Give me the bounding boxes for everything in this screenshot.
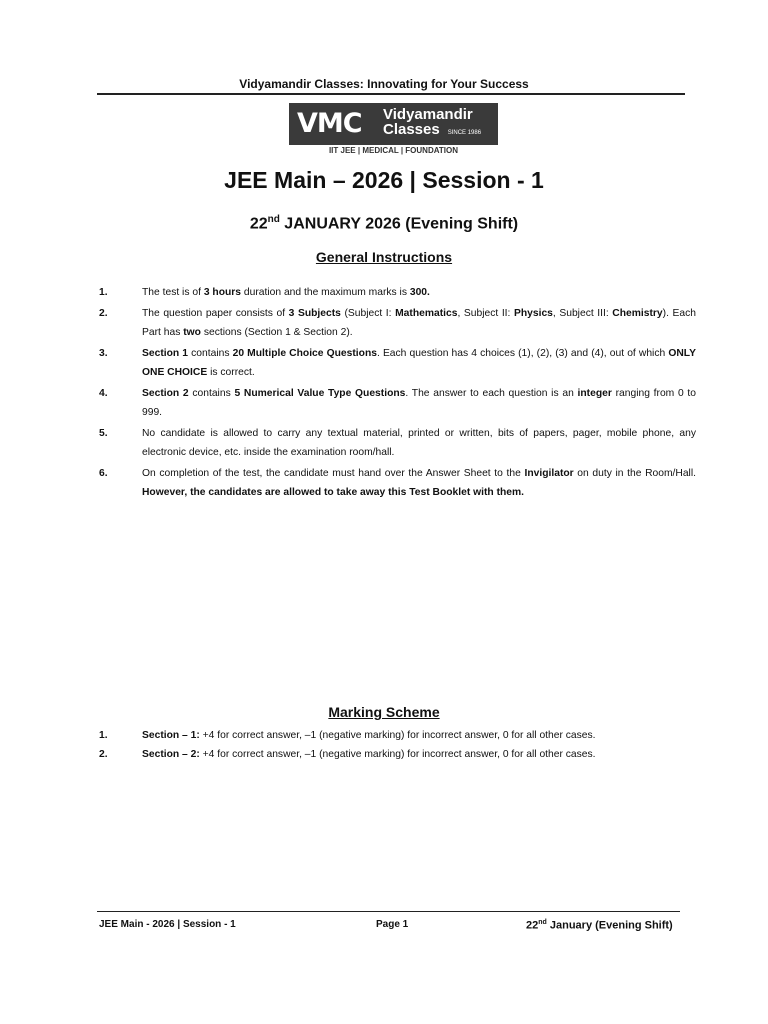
general-instruction-item-number: 2. [99,308,108,319]
general-instruction-item-text-part: . The answer to each question is an [405,388,578,399]
general-instruction-item-text-part: Physics [513,308,553,319]
logo-name-line2-text: Classes [383,121,440,138]
marking-scheme-item-text-part: +4 for correct answer, –1 (negative marking) for incorrect answer, 0 for all other cases. [199,749,596,760]
general-instruction-item-text-part: Invigilator [524,468,574,479]
general-instruction-item-text-part: On completion of the test, the candidate must hand over the Answer Sheet to the [142,468,525,479]
footer-left: JEE Main - 2026 | Session - 1 [99,919,236,930]
general-instruction-item-number: 4. [99,388,108,399]
general-instruction-item [99,344,696,382]
page-title: JEE Main – 2026 | Session - 1 [224,167,544,193]
logo-wordmark [383,107,481,141]
general-instruction-item-number: 5. [99,428,108,439]
general-instruction-item-text-part: on duty in the Room/Hall. [573,468,696,479]
general-instruction-item [99,384,696,422]
general-instruction-item-text-part: 300. [409,287,430,298]
footer-right [526,919,673,932]
general-instruction-item-text [142,384,696,422]
general-instruction-item-text-part: is correct. [207,367,255,378]
marking-scheme-item-number: 2. [99,749,108,760]
logo-since: SINCE 1986 [447,130,482,136]
general-instruction-item-text-part: duration and the maximum marks is [241,287,410,298]
marking-scheme-item-text [142,745,696,764]
general-instruction-item-text-part: , Subject III: [552,308,613,319]
marking-scheme-item-text-part: +4 for correct answer, –1 (negative marking) for incorrect answer, 0 for all other cases. [199,730,596,741]
general-instruction-item-text-part: sections (Section 1 & Section 2). [200,327,353,338]
general-instruction-item-text-part: Section 2 [142,388,189,399]
general-instruction-item-text-part: ). Each Part has [142,308,696,338]
general-instruction-item-text [142,304,696,342]
general-instruction-item-text-part: The test is of [142,287,204,298]
general-instruction-item [99,424,696,462]
marking-scheme-item-number: 1. [99,730,108,741]
general-instruction-item-text-part: However, the candidates are allowed to take away this Test Booklet with them. [142,487,525,498]
general-instruction-item-text-part: No candidate is allowed to carry any textual material, printed or written, bits of papers, pager, mobile phone, any electronic device, etc. inside the examination room/hall. [142,428,696,458]
general-instruction-item-text [142,464,696,502]
logo-name-line1: Vidyamandir [383,106,473,123]
exam-date-suffix: nd [267,214,280,225]
marking-scheme-item-text-part: Section – 2: [142,749,200,760]
general-instruction-item-text-part: , Subject II: [457,308,514,319]
general-instruction-item [99,304,696,342]
logo-mark: VMC [297,108,362,139]
exam-date [0,214,768,233]
general-instruction-item-text-part: . Each question has 4 choices (1), (2), (3) and (4), out of which [376,348,669,359]
general-instruction-item [99,464,696,502]
marking-scheme-item [99,726,696,745]
general-instructions-heading: General Instructions [315,249,453,265]
vmc-logo [289,103,498,145]
general-instruction-item-text-part: contains [188,388,235,399]
general-instruction-item-number: 1. [99,287,108,298]
marking-scheme-item-text [142,726,696,745]
logo-subtitle: IIT JEE | MEDICAL | FOUNDATION [328,146,459,155]
general-instruction-item-text-part: The question paper consists of [142,308,289,319]
general-instruction-item-text-part: contains [188,348,233,359]
general-instruction-item-text-part: two [183,327,201,338]
footer-page-number: Page 1 [376,919,409,930]
footer-right-rest: January (Evening Shift) [546,919,673,932]
general-instruction-item-text-part: Section 1 [142,348,189,359]
general-instruction-item-text-part: 20 Multiple Choice Questions [232,348,377,359]
exam-date-day: 22 [249,215,268,233]
general-instruction-item-text-part: Chemistry [612,308,663,319]
marking-scheme-list [99,726,696,764]
exam-date-rest: JANUARY 2026 (Evening Shift) [279,215,519,233]
general-instruction-item-text [142,283,696,302]
header-tagline: Vidyamandir Classes: Innovating for Your Success [239,77,529,91]
general-instruction-item-number: 3. [99,348,108,359]
general-instruction-item-text [142,344,696,382]
general-instruction-item [99,283,696,302]
marking-scheme-item [99,745,696,764]
marking-scheme-heading: Marking Scheme [328,704,440,720]
general-instruction-item-text-part: integer [577,388,612,399]
logo-name-line2 [383,122,481,141]
general-instruction-item-text-part: 3 hours [203,287,242,298]
general-instruction-item-text-part: ranging from 0 to 999. [142,388,697,418]
general-instruction-item-number: 6. [99,468,108,479]
footer-right-suffix: nd [538,919,547,926]
general-instruction-item-text-part: (Subject I: [340,308,396,319]
header-rule [97,93,685,95]
footer-rule [97,911,680,912]
general-instruction-item-text-part: 3 Subjects [288,308,341,319]
general-instruction-item-text-part: ONLY ONE CHOICE [142,348,696,378]
footer-right-day: 22 [526,919,539,932]
general-instruction-item-text [142,424,696,462]
general-instruction-item-text-part: 5 Numerical Value Type Questions [234,388,406,399]
general-instruction-item-text-part: Mathematics [395,308,458,319]
general-instructions-list [99,283,696,504]
marking-scheme-item-text-part: Section – 1: [142,730,200,741]
